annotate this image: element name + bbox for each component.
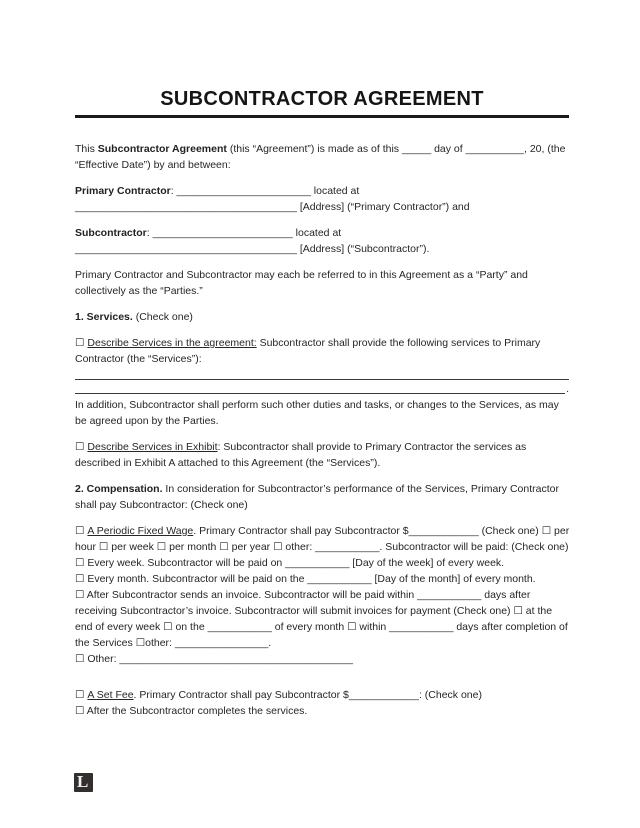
compensation-heading-text: In consideration for Subcontractor’s performance of the Services, Primary Contractor [162, 483, 559, 495]
periodic-wage-title: A Periodic Fixed Wage [87, 525, 194, 537]
intro-text-rest: (this “Agreement”) is made as of this _____ day of __________, 20, (the [226, 143, 566, 155]
set-fee-amount-blank[interactable]: . Primary Contractor shall pay Subcontractor $____________: (Check one) [133, 689, 482, 701]
primary-contractor-line-1 [75, 183, 569, 199]
set-fee-option-after-completion[interactable]: ☐ After the Subcontractor completes the services. [75, 705, 308, 717]
services-option-1-line-2: Contractor (the “Services”): [75, 353, 202, 365]
compensation-heading-line-2: shall pay Subcontractor: (Check one) [75, 499, 248, 511]
periodic-wage-line-1 [75, 523, 569, 539]
services-heading [75, 309, 569, 325]
intro-line-2: “Effective Date”) by and between: [75, 159, 231, 171]
blank-fill-rule[interactable] [75, 393, 565, 394]
pay-option-after-invoice-continuation: receiving Subcontractor’s invoice. Subcontractor will submit invoices for payment (Check one) ☐ at the [75, 605, 553, 617]
pay-option-other-blank[interactable]: ☐ Other: ________________________________________ [75, 653, 354, 665]
set-fee-title: A Set Fee [87, 689, 134, 701]
subcontractor-name-blank[interactable]: : ________________________ located at [146, 227, 342, 239]
compensation-periodic-wage-block [75, 523, 569, 667]
compensation-set-fee-block [75, 687, 569, 719]
primary-contractor-label: Primary Contractor [75, 185, 171, 197]
blank-fill-tail: . [566, 383, 569, 395]
subcontractor-address-blank[interactable]: ______________________________________ [Address] (“Subcontractor”). [75, 243, 430, 255]
primary-contractor-name-blank[interactable]: : _______________________ located at [170, 185, 360, 197]
compensation-heading [75, 481, 569, 513]
title-rule [75, 115, 569, 118]
subcontractor-line-1 [75, 225, 569, 241]
periodic-wage-amount-blank[interactable]: . Primary Contractor shall pay Subcontractor $____________ (Check one) ☐ per [193, 525, 570, 537]
services-heading-note: (Check one) [132, 311, 193, 323]
subcontractor-label: Subcontractor [75, 227, 147, 239]
services-option-describe-in-exhibit [75, 439, 569, 471]
intro-text: This [75, 143, 98, 155]
compensation-heading-number: 2. Compensation. [75, 483, 163, 495]
pay-option-every-week[interactable]: ☐ Every week. Subcontractor will be paid on ___________ [Day of the week] of every week. [75, 557, 505, 569]
services-addition-line-2: be agreed upon by the Parties. [75, 415, 219, 427]
parties-line-2: collectively as the “Parties.” [75, 285, 203, 297]
wage-period-options[interactable]: hour ☐ per week ☐ per month ☐ per year ☐ other: ___________. Subcontractor will be paid: (Check one) [75, 541, 569, 553]
primary-contractor-address-blank[interactable]: ______________________________________ [Address] (“Primary Contractor”) and [75, 201, 470, 213]
services-option-describe-in-agreement [75, 335, 569, 367]
checkbox-describe-in-agreement[interactable]: ☐ [75, 337, 85, 349]
services-option-2-line-2: described in Exhibit A attached to this Agreement (the “Services”). [75, 457, 381, 469]
checkbox-describe-in-exhibit[interactable]: ☐ [75, 441, 85, 453]
services-blank-fill-line-2[interactable] [75, 382, 569, 394]
logo-letter-L-icon: L [77, 772, 89, 791]
services-option-1-line-1 [75, 335, 569, 351]
pay-option-after-invoice[interactable]: ☐ After Subcontractor sends an invoice. Subcontractor will be paid within ___________ days after [75, 589, 531, 601]
services-option-2-title: Describe Services in Exhibit [87, 441, 218, 453]
services-option-1-text: Subcontractor shall provide the following services to Primary [256, 337, 541, 349]
parties-line-1: Primary Contractor and Subcontractor may each be referred to in this Agreement as a “Party” and [75, 269, 528, 281]
pay-option-every-month[interactable]: ☐ Every month. Subcontractor will be paid on the ___________ [Day of the month] of every month. [75, 573, 536, 585]
legaltemplates-logo [74, 773, 93, 792]
invoice-submission-options[interactable]: end of every week ☐ on the ___________ of every month ☐ within ___________ days after completion of [75, 621, 568, 633]
primary-contractor-block [75, 183, 569, 215]
parties-paragraph [75, 267, 569, 299]
subcontractor-block [75, 225, 569, 257]
set-fee-line-1 [75, 687, 569, 703]
agreement-term: Subcontractor Agreement [97, 143, 227, 155]
checkbox-periodic-fixed-wage[interactable]: ☐ [75, 525, 85, 537]
services-option-2-line-1 [75, 439, 569, 455]
document-title: SUBCONTRACTOR AGREEMENT [160, 88, 484, 110]
services-option-1-title: Describe Services in the agreement: [87, 337, 257, 349]
document-content [75, 88, 569, 719]
invoice-submission-other-blank[interactable]: the Services ☐other: ________________. [75, 637, 272, 649]
services-addition-line-1: In addition, Subcontractor shall perform such other duties and tasks, or changes to the Services, as may [75, 399, 559, 411]
services-heading-number: 1. Services. [75, 311, 133, 323]
services-addition-paragraph [75, 397, 569, 429]
intro-paragraph [75, 141, 569, 173]
checkbox-set-fee[interactable]: ☐ [75, 689, 85, 701]
services-option-2-text: : Subcontractor shall provide to Primary Contractor the services as [217, 441, 527, 453]
services-blank-fill-line-1[interactable] [75, 370, 569, 380]
intro-line-1 [75, 141, 569, 157]
